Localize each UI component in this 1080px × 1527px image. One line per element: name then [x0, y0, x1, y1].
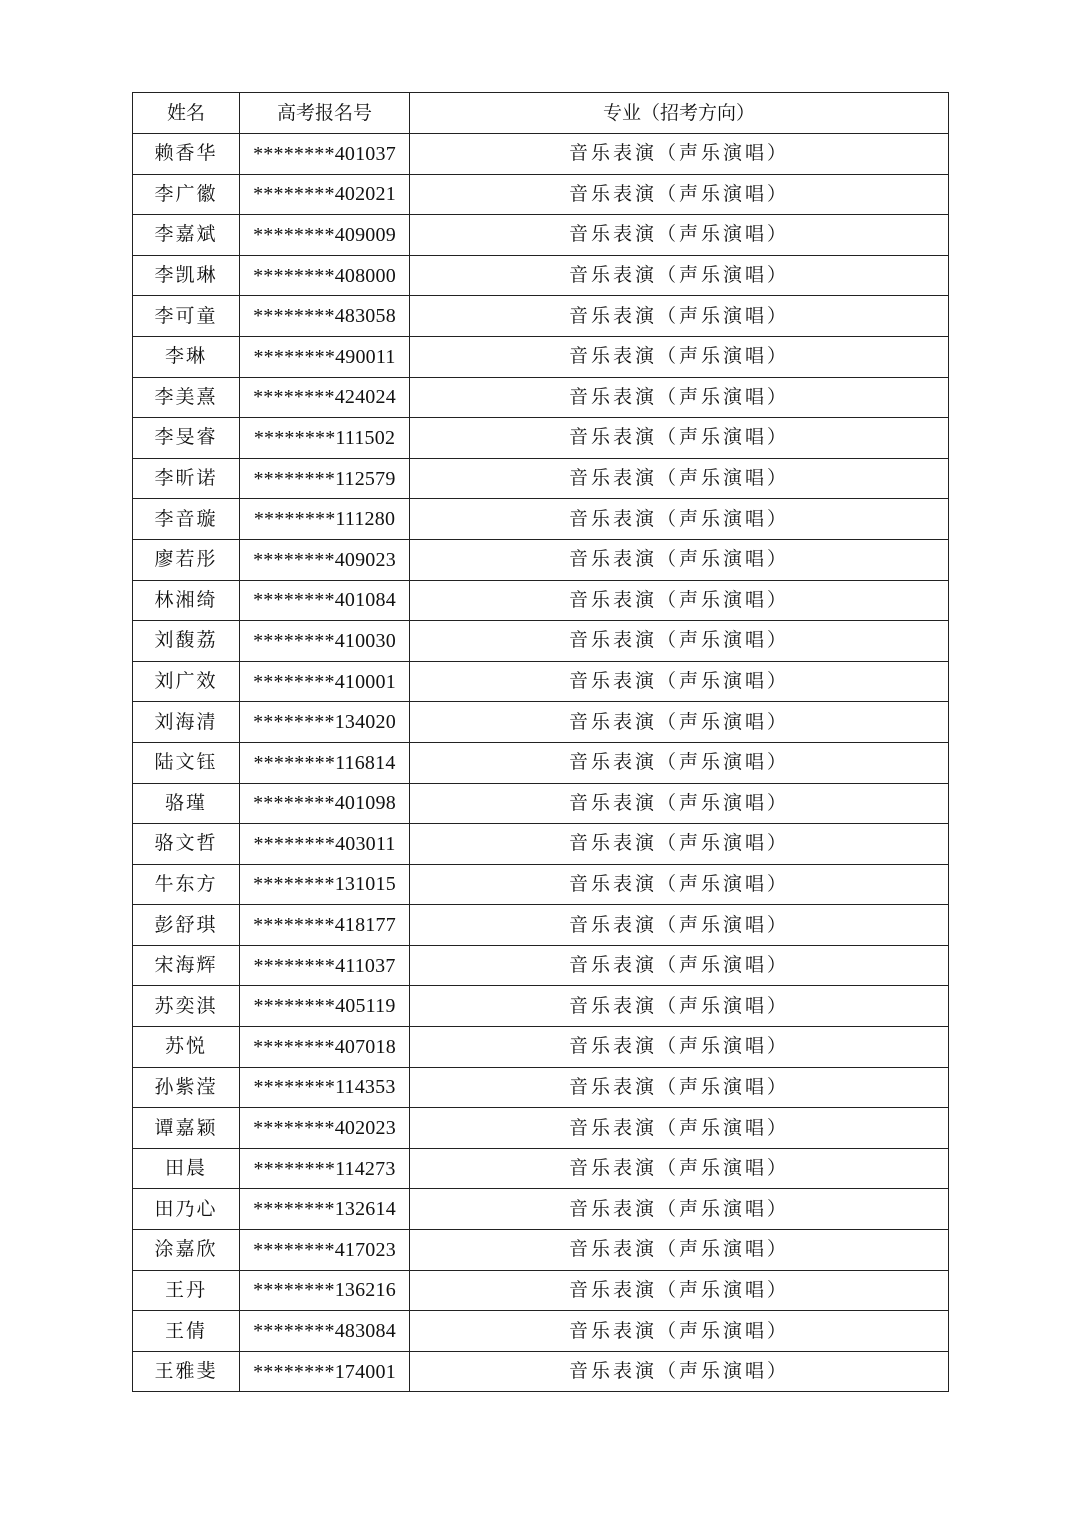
table-row — [133, 1148, 949, 1189]
major-cell: 音乐表演（声乐演唱） — [410, 377, 949, 418]
exam-id-cell: ********417023 — [240, 1230, 410, 1271]
major-cell: 音乐表演（声乐演唱） — [410, 296, 949, 337]
student-name-cell: 王倩 — [133, 1311, 240, 1352]
exam-id-cell: ********483084 — [240, 1311, 410, 1352]
exam-id-cell: ********409009 — [240, 215, 410, 256]
table-row — [133, 1108, 949, 1149]
major-cell: 音乐表演（声乐演唱） — [410, 539, 949, 580]
table-row — [133, 742, 949, 783]
student-name-cell: 王雅斐 — [133, 1351, 240, 1392]
exam-id-cell: ********409023 — [240, 539, 410, 580]
student-name-cell: 赖香华 — [133, 134, 240, 175]
table-row — [133, 905, 949, 946]
student-name-cell: 李可童 — [133, 296, 240, 337]
student-name-cell: 刘海清 — [133, 702, 240, 743]
exam-id-cell: ********407018 — [240, 1027, 410, 1068]
major-cell: 音乐表演（声乐演唱） — [410, 1027, 949, 1068]
student-name-cell: 苏奕淇 — [133, 986, 240, 1027]
table-row — [133, 336, 949, 377]
major-cell: 音乐表演（声乐演唱） — [410, 824, 949, 865]
table-row — [133, 864, 949, 905]
exam-id-cell: ********116814 — [240, 742, 410, 783]
header-major: 专业（招考方向） — [410, 93, 949, 134]
student-name-cell: 李音璇 — [133, 499, 240, 540]
table-row — [133, 418, 949, 459]
table-row — [133, 1311, 949, 1352]
major-cell: 音乐表演（声乐演唱） — [410, 1067, 949, 1108]
table-row — [133, 499, 949, 540]
table-header — [133, 93, 949, 134]
table-row — [133, 824, 949, 865]
table-row — [133, 215, 949, 256]
exam-id-cell: ********112579 — [240, 458, 410, 499]
roster-sheet — [132, 92, 948, 1392]
major-cell: 音乐表演（声乐演唱） — [410, 621, 949, 662]
student-name-cell: 宋海辉 — [133, 945, 240, 986]
major-cell: 音乐表演（声乐演唱） — [410, 1351, 949, 1392]
major-cell: 音乐表演（声乐演唱） — [410, 742, 949, 783]
student-name-cell: 李嘉斌 — [133, 215, 240, 256]
student-name-cell: 骆文哲 — [133, 824, 240, 865]
student-name-cell: 陆文钰 — [133, 742, 240, 783]
major-cell: 音乐表演（声乐演唱） — [410, 702, 949, 743]
student-name-cell: 李旻睿 — [133, 418, 240, 459]
exam-id-cell: ********401084 — [240, 580, 410, 621]
student-name-cell: 彭舒琪 — [133, 905, 240, 946]
table-row — [133, 783, 949, 824]
major-cell: 音乐表演（声乐演唱） — [410, 905, 949, 946]
exam-id-cell: ********174001 — [240, 1351, 410, 1392]
student-name-cell: 涂嘉欣 — [133, 1230, 240, 1271]
table-body — [133, 134, 949, 1392]
header-name: 姓名 — [133, 93, 240, 134]
exam-id-cell: ********134020 — [240, 702, 410, 743]
student-name-cell: 李凯琳 — [133, 255, 240, 296]
exam-id-cell: ********401037 — [240, 134, 410, 175]
exam-id-cell: ********111502 — [240, 418, 410, 459]
exam-id-cell: ********408000 — [240, 255, 410, 296]
table-row — [133, 134, 949, 175]
student-name-cell: 李琳 — [133, 336, 240, 377]
major-cell: 音乐表演（声乐演唱） — [410, 215, 949, 256]
exam-id-cell: ********114353 — [240, 1067, 410, 1108]
exam-id-cell: ********114273 — [240, 1148, 410, 1189]
exam-id-cell: ********410030 — [240, 621, 410, 662]
header-exam-id: 高考报名号 — [240, 93, 410, 134]
student-name-cell: 孙紫滢 — [133, 1067, 240, 1108]
student-name-cell: 廖若彤 — [133, 539, 240, 580]
major-cell: 音乐表演（声乐演唱） — [410, 783, 949, 824]
table-row — [133, 1027, 949, 1068]
admission-roster-table — [132, 92, 949, 1392]
table-row — [133, 702, 949, 743]
major-cell: 音乐表演（声乐演唱） — [410, 255, 949, 296]
major-cell: 音乐表演（声乐演唱） — [410, 986, 949, 1027]
major-cell: 音乐表演（声乐演唱） — [410, 661, 949, 702]
table-row — [133, 1270, 949, 1311]
major-cell: 音乐表演（声乐演唱） — [410, 864, 949, 905]
student-name-cell: 王丹 — [133, 1270, 240, 1311]
exam-id-cell: ********410001 — [240, 661, 410, 702]
major-cell: 音乐表演（声乐演唱） — [410, 1230, 949, 1271]
student-name-cell: 田乃心 — [133, 1189, 240, 1230]
table-row — [133, 1351, 949, 1392]
student-name-cell: 李昕诺 — [133, 458, 240, 499]
student-name-cell: 苏悦 — [133, 1027, 240, 1068]
exam-id-cell: ********490011 — [240, 336, 410, 377]
exam-id-cell: ********405119 — [240, 986, 410, 1027]
exam-id-cell: ********131015 — [240, 864, 410, 905]
table-row — [133, 580, 949, 621]
table-row — [133, 377, 949, 418]
major-cell: 音乐表演（声乐演唱） — [410, 174, 949, 215]
table-row — [133, 458, 949, 499]
exam-id-cell: ********402021 — [240, 174, 410, 215]
table-row — [133, 621, 949, 662]
table-row — [133, 1067, 949, 1108]
exam-id-cell: ********136216 — [240, 1270, 410, 1311]
student-name-cell: 谭嘉颖 — [133, 1108, 240, 1149]
table-row — [133, 255, 949, 296]
major-cell: 音乐表演（声乐演唱） — [410, 580, 949, 621]
student-name-cell: 李美熹 — [133, 377, 240, 418]
student-name-cell: 刘馥荔 — [133, 621, 240, 662]
exam-id-cell: ********111280 — [240, 499, 410, 540]
major-cell: 音乐表演（声乐演唱） — [410, 1148, 949, 1189]
table-row — [133, 945, 949, 986]
table-row — [133, 539, 949, 580]
major-cell: 音乐表演（声乐演唱） — [410, 945, 949, 986]
major-cell: 音乐表演（声乐演唱） — [410, 458, 949, 499]
student-name-cell: 田晨 — [133, 1148, 240, 1189]
exam-id-cell: ********483058 — [240, 296, 410, 337]
major-cell: 音乐表演（声乐演唱） — [410, 134, 949, 175]
exam-id-cell: ********402023 — [240, 1108, 410, 1149]
major-cell: 音乐表演（声乐演唱） — [410, 336, 949, 377]
exam-id-cell: ********411037 — [240, 945, 410, 986]
table-row — [133, 174, 949, 215]
student-name-cell: 刘广效 — [133, 661, 240, 702]
major-cell: 音乐表演（声乐演唱） — [410, 1189, 949, 1230]
major-cell: 音乐表演（声乐演唱） — [410, 1108, 949, 1149]
major-cell: 音乐表演（声乐演唱） — [410, 1311, 949, 1352]
student-name-cell: 牛东方 — [133, 864, 240, 905]
major-cell: 音乐表演（声乐演唱） — [410, 1270, 949, 1311]
table-row — [133, 296, 949, 337]
major-cell: 音乐表演（声乐演唱） — [410, 499, 949, 540]
exam-id-cell: ********132614 — [240, 1189, 410, 1230]
header-row — [133, 93, 949, 134]
table-row — [133, 986, 949, 1027]
student-name-cell: 骆瑾 — [133, 783, 240, 824]
exam-id-cell: ********424024 — [240, 377, 410, 418]
student-name-cell: 林湘绮 — [133, 580, 240, 621]
major-cell: 音乐表演（声乐演唱） — [410, 418, 949, 459]
exam-id-cell: ********401098 — [240, 783, 410, 824]
student-name-cell: 李广徽 — [133, 174, 240, 215]
table-row — [133, 661, 949, 702]
table-row — [133, 1230, 949, 1271]
exam-id-cell: ********418177 — [240, 905, 410, 946]
table-row — [133, 1189, 949, 1230]
exam-id-cell: ********403011 — [240, 824, 410, 865]
